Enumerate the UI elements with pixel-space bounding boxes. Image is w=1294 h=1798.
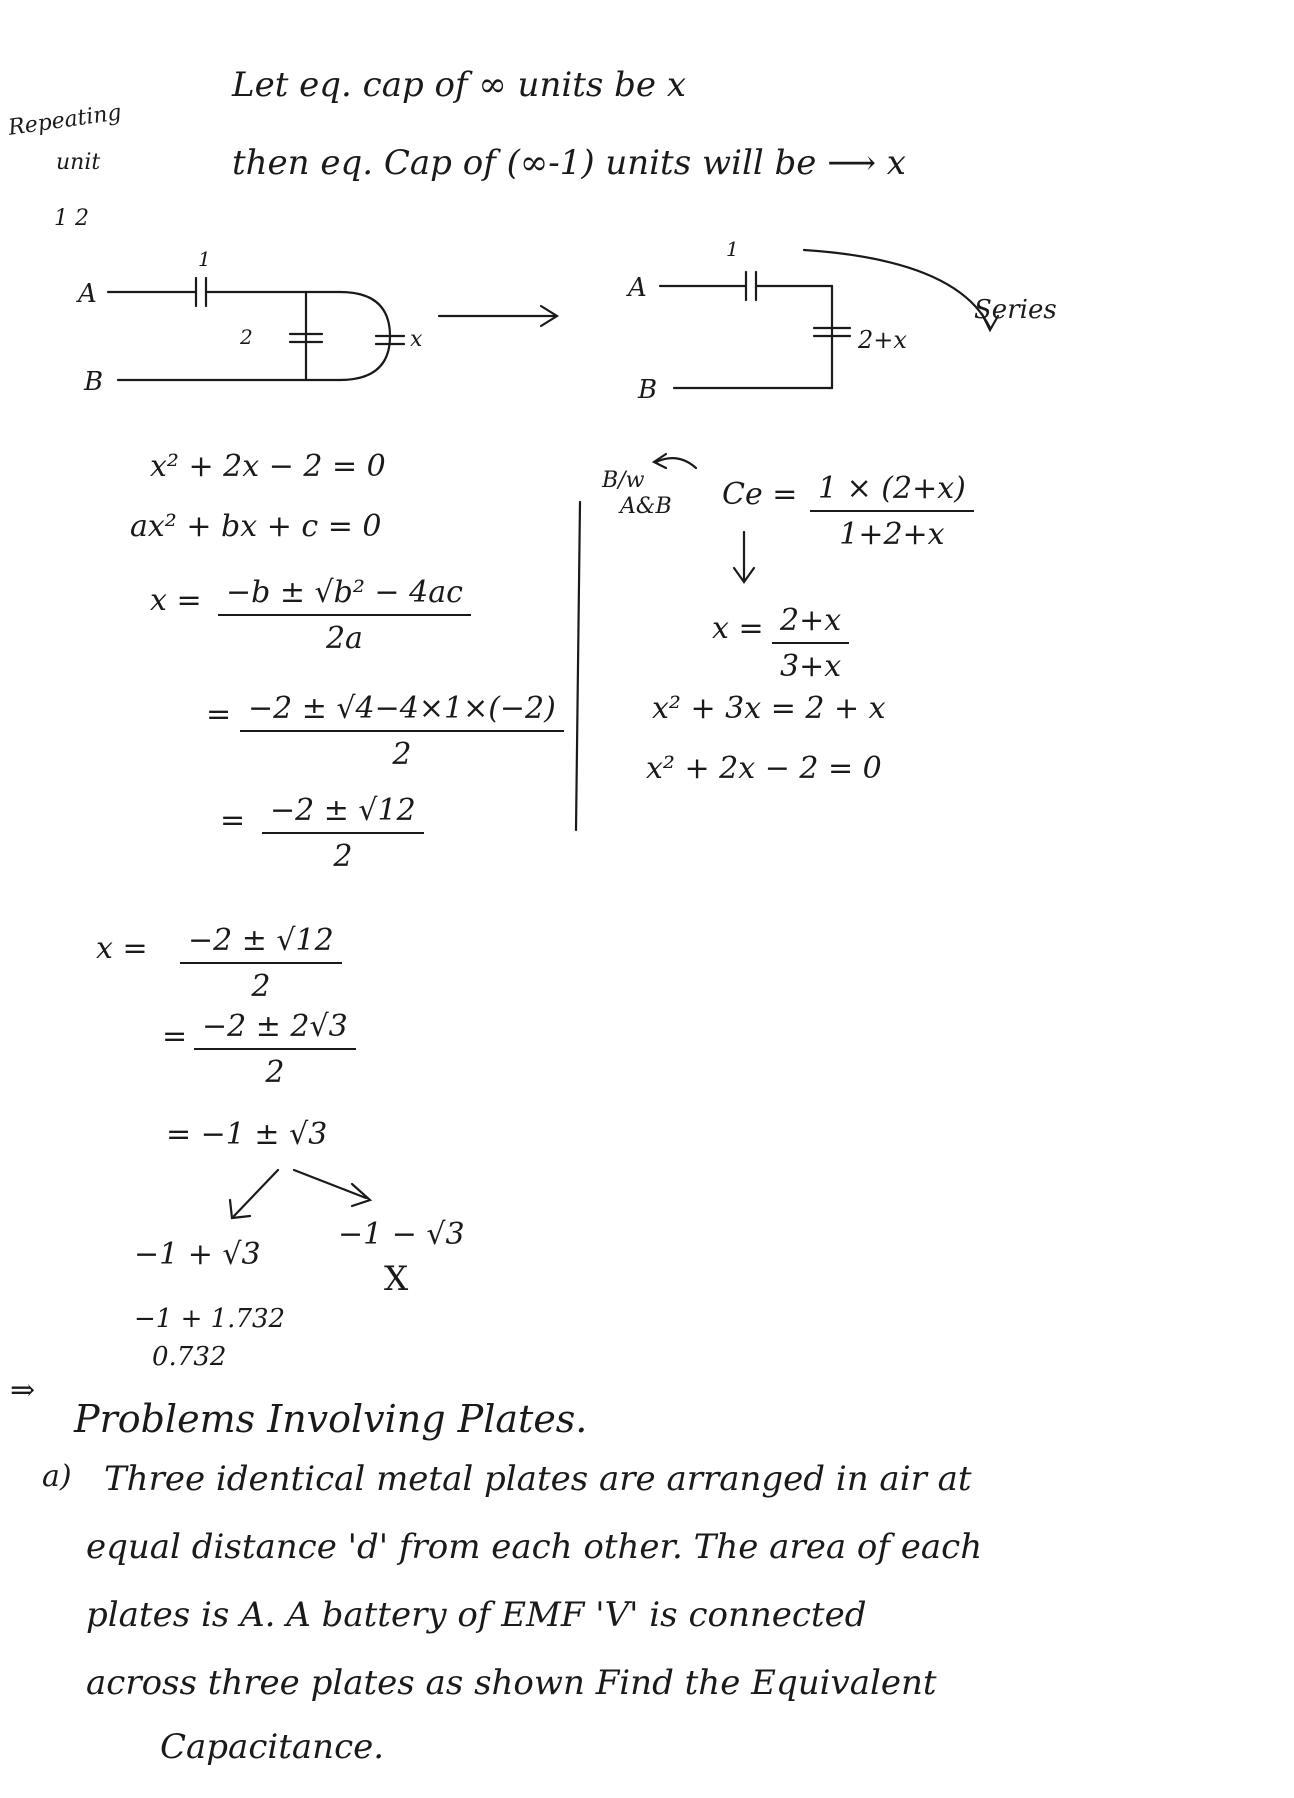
series-note: Series [974,295,1057,325]
problem-line-4: across three plates as shown Find the Equivalent [86,1663,937,1703]
eq-final-quadratic: x² + 2x − 2 = 0 [646,751,882,786]
cap-top-label-right: 1 [726,237,739,261]
x-lhs: x = [712,611,764,646]
down-arrow [730,528,760,588]
eq3-fraction [218,575,471,656]
root-positive: −1 + √3 [134,1237,261,1272]
bw-label-1: B/w [602,468,645,493]
eq4-lhs: = [206,697,232,732]
root-rejected-mark: X [384,1259,409,1299]
ce-fraction [810,471,974,552]
problem-marker: ⇒ [10,1373,36,1408]
eq5-lhs: = [220,803,246,838]
x-numerator: 2+x [772,606,849,644]
eq3-lhs: x = [150,583,202,618]
circuit-right [618,238,1098,408]
cap-mid-label-left: 2 [240,325,253,349]
question-label: a) [42,1459,72,1494]
eq5-numerator: −2 ± √12 [262,796,424,834]
eq5-fraction [262,793,424,874]
eq7-numerator: −2 ± 2√3 [194,1012,356,1050]
ce-lhs: Ce = [722,477,798,512]
node-b-left: B [84,367,104,397]
circuit-left [70,240,430,420]
eq6-fraction [180,923,342,1004]
cap-right-label-left: x [410,327,423,352]
ce-denominator: 1+2+x [839,517,945,552]
eq4-denominator: 2 [392,737,412,772]
cap-top-label-left: 1 [198,247,211,271]
eq7-fraction [194,1009,356,1090]
cap-right-label-right: 2+x [858,326,907,354]
vertical-divider [570,500,590,840]
header-line-2: then eq. Cap of (∞-1) units will be ⟶ x [232,143,906,183]
eq-simplified-roots: = −1 ± √3 [166,1117,328,1152]
bw-arrow [648,448,708,488]
eq5-denominator: 2 [333,839,353,874]
eq3-numerator: −b ± √b² − 4ac [218,578,471,616]
eq6-lhs: x = [96,931,148,966]
header-line-1: Let eq. cap of ∞ units be x [232,65,687,105]
problem-line-5: Capacitance. [160,1727,385,1767]
ce-numerator: 1 × (2+x) [810,474,974,512]
problem-line-3: plates is A. A battery of EMF 'V' is connected [86,1595,867,1635]
side-label-unit: unit [56,150,101,175]
eq-quadratic: x² + 2x − 2 = 0 [150,449,386,484]
problem-line-1: Three identical metal plates are arranged in air at [104,1459,972,1499]
eq-cross-multiplied: x² + 3x = 2 + x [652,691,886,726]
problem-line-2: equal distance 'd' from each other. The area of each [86,1527,983,1567]
root-negative: −1 − √3 [338,1217,465,1252]
eq4-numerator: −2 ± √4−4×1×(−2) [240,694,564,732]
eq4-fraction [240,691,564,772]
x-fraction [772,603,849,684]
problem-title: Problems Involving Plates. [74,1397,588,1441]
calc-line-2: 0.732 [152,1342,227,1372]
node-a-right: A [628,273,647,303]
node-b-right: B [638,375,658,405]
node-a-left: A [78,279,97,309]
eq6-denominator: 2 [251,969,271,1004]
side-label-repeating: Repeating [6,100,124,141]
eq6-numerator: −2 ± √12 [180,926,342,964]
eq-general-form: ax² + bx + c = 0 [130,509,382,544]
calc-line-1: −1 + 1.732 [134,1304,286,1334]
arrow-right [435,300,565,330]
side-index: 1 2 [54,206,89,231]
x-denominator: 3+x [780,649,842,684]
bw-label-2: A&B [620,494,672,519]
eq7-denominator: 2 [265,1055,285,1090]
eq3-denominator: 2a [325,621,363,656]
eq7-lhs: = [162,1019,188,1054]
